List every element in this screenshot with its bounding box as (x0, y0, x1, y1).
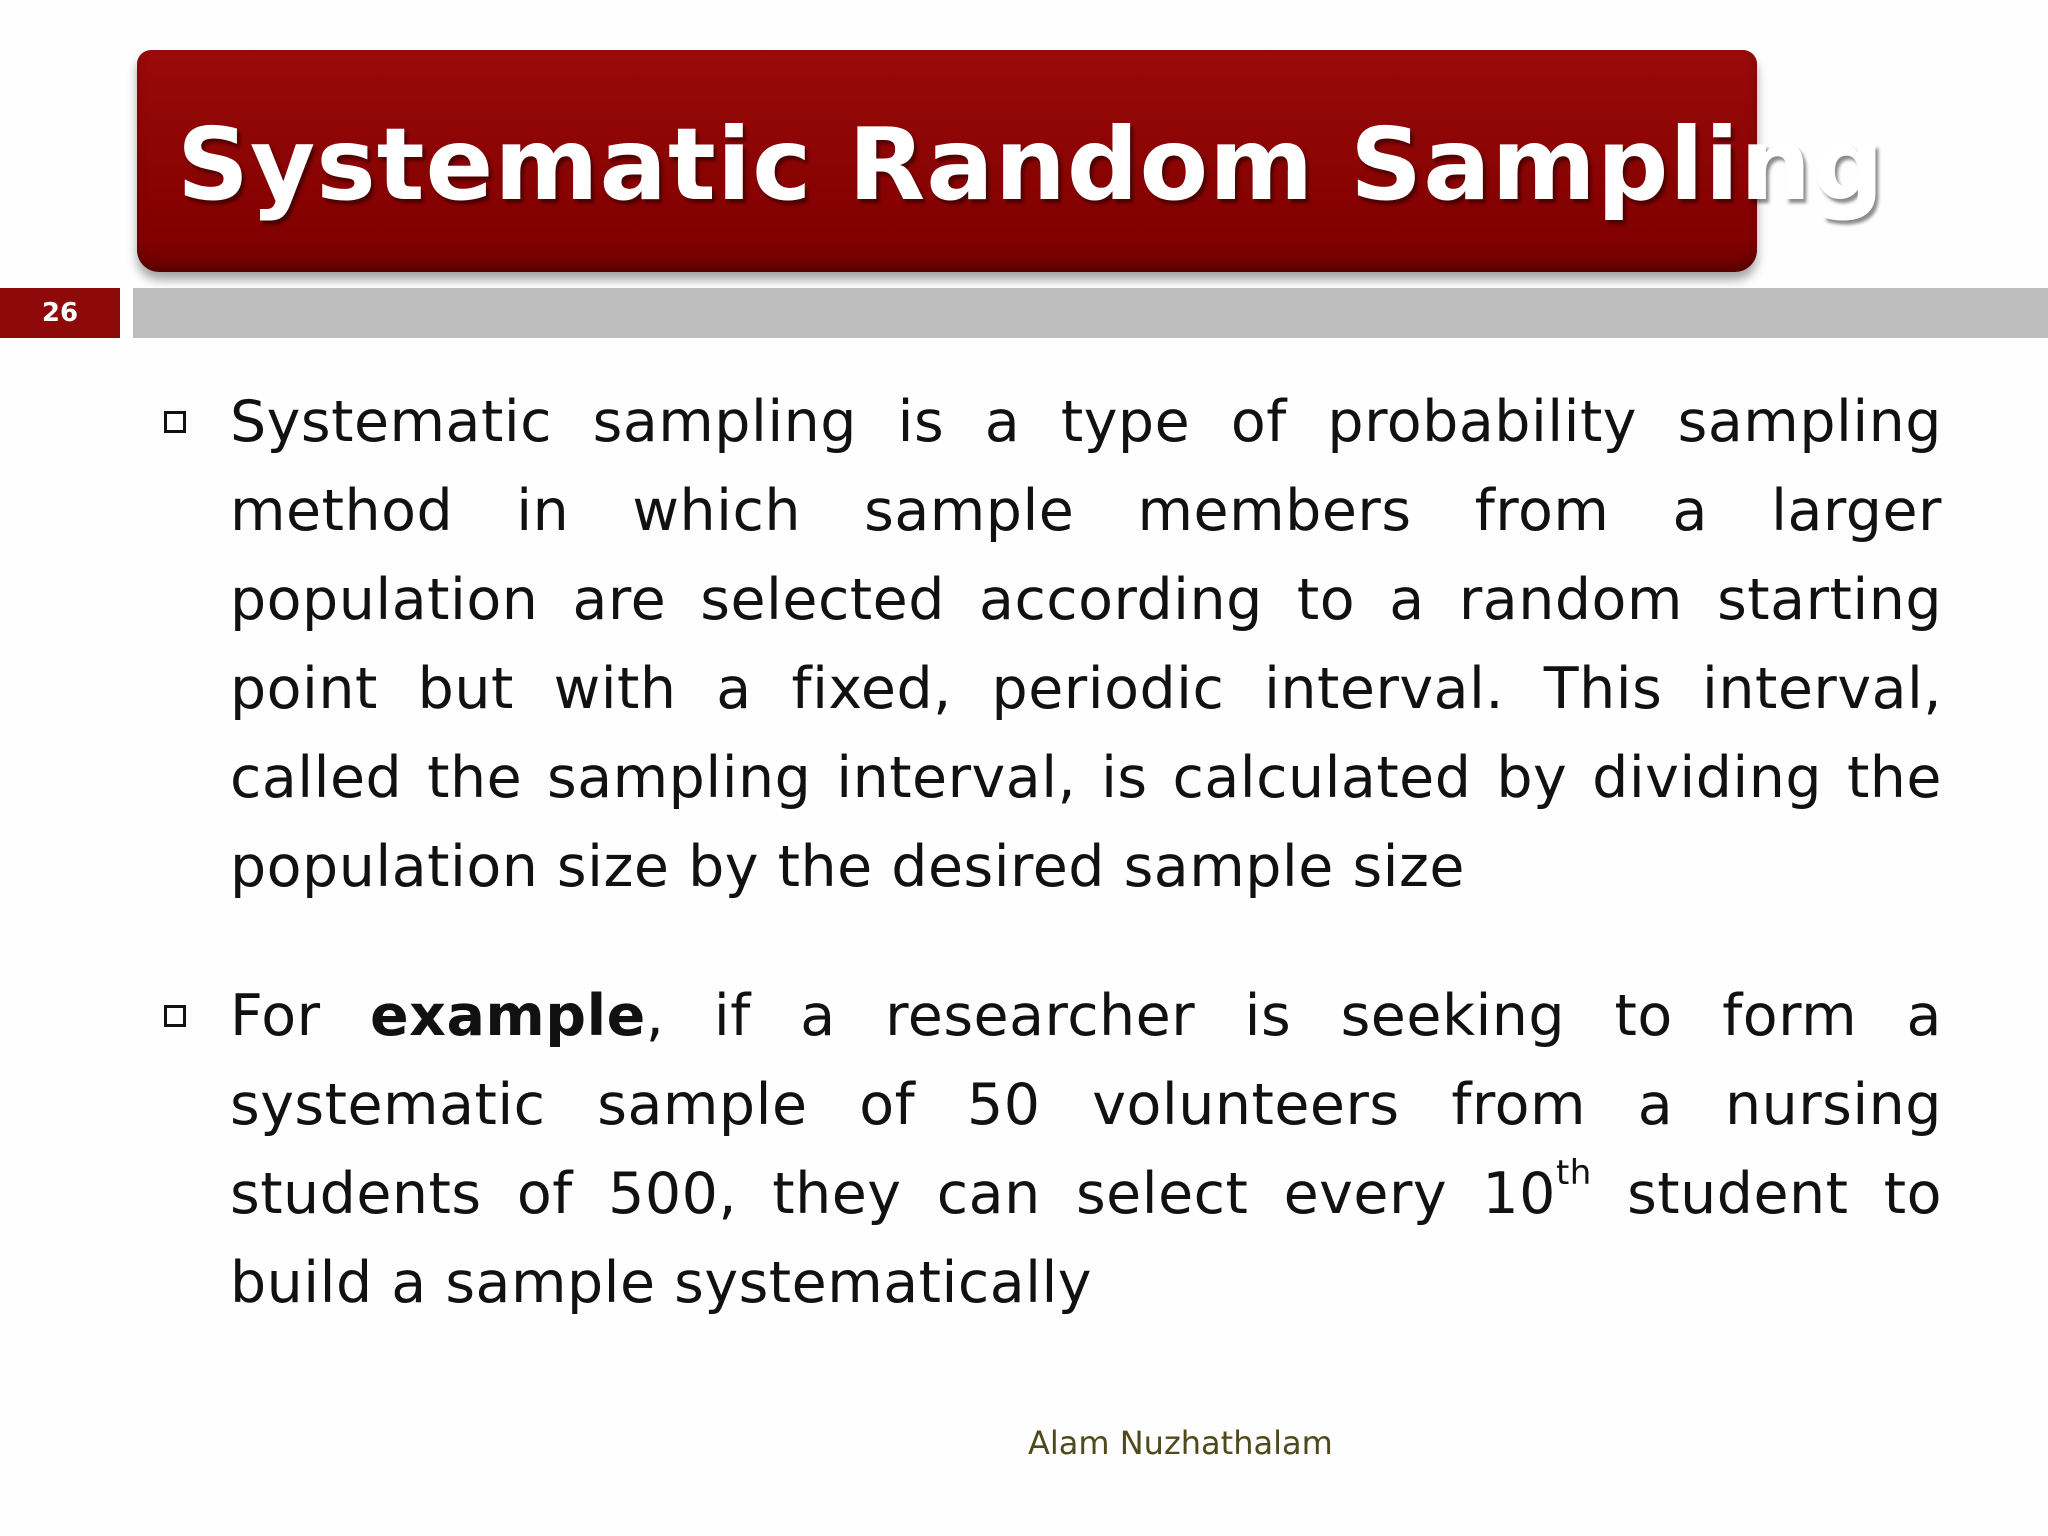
square-bullet-icon (164, 411, 186, 433)
ordinal-superscript: th (1555, 1153, 1592, 1194)
footer-author: Alam Nuzhathalam (1028, 1424, 1333, 1462)
bullet-text: Systematic sampling is a type of probability sampling method in which sample members from a larger population are selected according to a random starting point but with a fixed, periodic interval. This interval, called the sampling interval, is calculated by dividing the population size by the desired sample size (230, 389, 1942, 900)
bullet-bold-word: example (370, 983, 646, 1049)
slide-content (152, 378, 1942, 1328)
bullet-text-start: For (230, 983, 371, 1049)
title-banner (137, 50, 1885, 272)
slide-number: 26 (0, 288, 120, 338)
bullet-item-example (152, 972, 1942, 1328)
bullet-text-middle: , if a researcher is seeking to form a systematic sample of 50 volunteers from a nursing students of 500, they can select every 10 (230, 983, 1942, 1227)
slide-title: Systematic Random Sampling (177, 106, 1885, 223)
bullet-item-definition (152, 378, 1942, 912)
bullet-text (230, 972, 1942, 1328)
header-divider-bar (133, 288, 2048, 338)
square-bullet-icon (164, 1005, 186, 1027)
bullet-text-end: student to build a sample systematically (230, 1161, 1943, 1316)
